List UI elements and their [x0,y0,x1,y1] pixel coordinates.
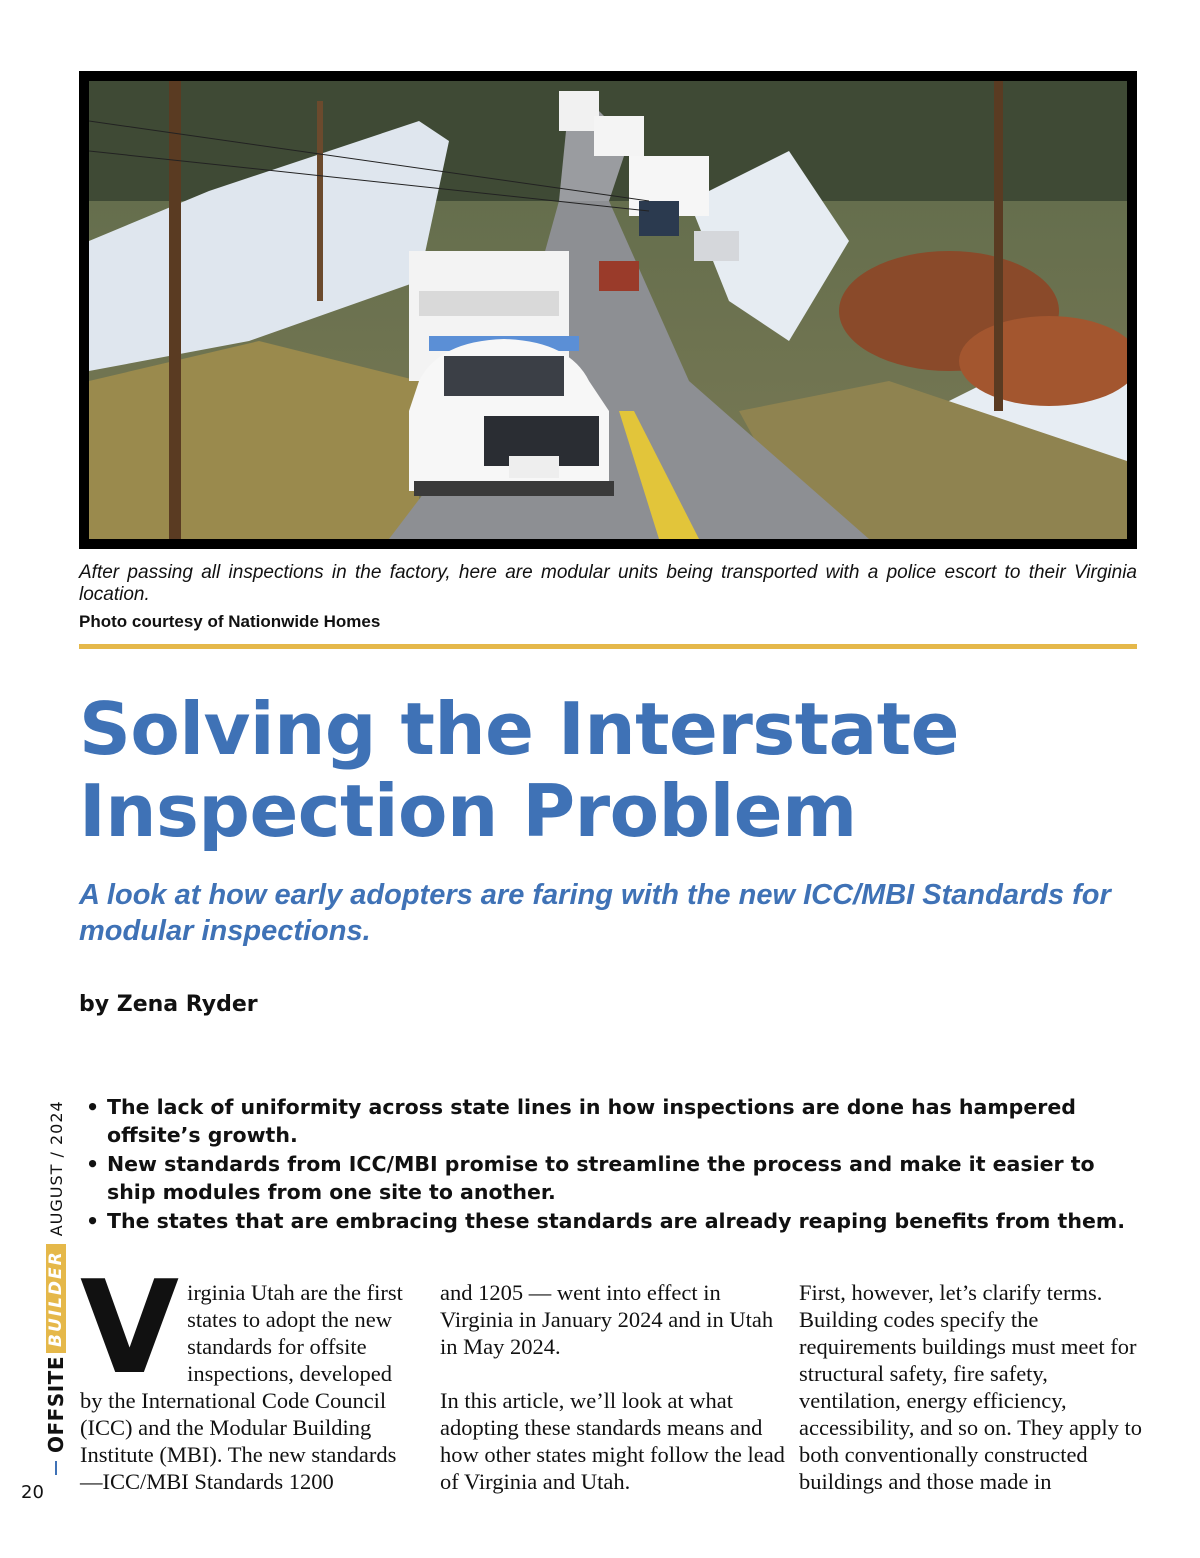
photo-credit: Photo courtesy of Nationwide Homes [79,612,381,631]
sidebar-accent-bar [55,1461,57,1475]
body-column-3 [799,1279,1144,1495]
key-point [86,1150,1146,1206]
magazine-name-builder: BUILDER [46,1244,66,1353]
article-photo [79,71,1137,549]
page-number: 20 [21,1482,44,1503]
photo-caption: After passing all inspections in the factory, here are modular units being transported with a police escort to their Virginia location. [79,562,1137,605]
article-byline: by Zena Ryder [79,992,258,1017]
bullet-icon: • [86,1209,100,1233]
body-paragraph: In this article, we’ll look at what adopting these standards means and how other states might follow the lead of Virginia and Utah. [440,1388,785,1494]
key-point [86,1093,1146,1149]
divider-rule [79,644,1137,649]
magazine-sidebar [44,1095,68,1475]
article-deck: A look at how early adopters are faring with the new ICC/MBI Standards for modular inspections. [79,879,1111,947]
bullet-icon: • [86,1152,100,1176]
body-paragraph: First, however, let’s clarify terms. Building codes specify the requirements buildings must meet for structural safety, fire safety, ventilation, energy efficiency, accessibility, and so on. They apply to both conventionally constructed buildings and those made in [799,1280,1143,1494]
photo-modular-units-police-escort [89,81,1127,539]
body-paragraph: irginia Utah are the first states to adopt the new standards for offsite inspections, developed by the International Code Council (ICC) and the Modular Building Institute (MBI). The new standards —ICC/MBI Standards 1200 [80,1280,403,1494]
article-headline: Solving the Interstate Inspection Problem [79,687,959,853]
issue-date: AUGUST / 2024 [46,1100,66,1237]
drop-cap: V [80,1254,180,1403]
magazine-name-offsite: OFFSITE [44,1356,68,1453]
body-column-1 [80,1254,420,1495]
key-point-text: The lack of uniformity across state lines in how inspections are done has hampered offsite’s growth. [107,1095,1076,1147]
key-points-list [86,1093,1146,1236]
body-paragraph: and 1205 — went into effect in Virginia in January 2024 and in Utah in May 2024. [440,1280,774,1359]
bullet-icon: • [86,1095,100,1119]
body-column-2 [440,1279,785,1495]
key-point [86,1207,1146,1235]
key-point-text: New standards from ICC/MBI promise to streamline the process and make it easier to ship modules from one site to another. [107,1152,1095,1204]
key-point-text: The states that are embracing these standards are already reaping benefits from them. [107,1209,1125,1233]
